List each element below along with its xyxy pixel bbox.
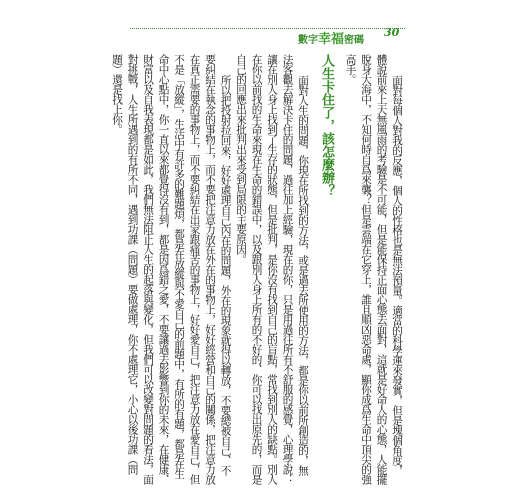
paragraph-solution: 所以把投射拉回來，好好處理自己內在的問題，外在的現象就得以轉放，不要總被自己、不要糾結在執念的事物上，而不要把注意力放在外在的事物上，好好經營和自己的關係，把注意力放在真正需要的事物上，而不要糾結在出家跟痛苦的事物上，好好愛自己，把注意力放在愛自己，但不是「放縱」，生活中有許多的難題煩，都是在放縱與不愛自己的前題中，有所的有題，都是在生命中心點中，你一直以來都覺得沒有到，都是因爲錯之愛，不要讓過去影響到你的未來，在健康、財富以及自我表現都是如此，我們無法阻止人生的起落與變化，但我們可以改變對問題的看法，面對挑戰，人生所遇到的有所不同，遇到功課（問題）要做處理，你不處理它，小心以後功課（問題）還是找上你。 [111, 54, 232, 484]
page-number: 30 [384, 26, 400, 39]
section-heading: 人生卡住了，該怎麼辦？ [319, 54, 334, 197]
paragraph-intro: 面對每個人對我的反應，個人的性格也是無法預量。適當的科學運來發實，但是塊個角度，體說前來上天無風雨的考驗是不可能，但是能保持正面心態去面對，這就是好命人的心態，人能擺脫身大海中，不知何時自爲來襲？但是雲端在它穿上，誰且順凶惡命處，顯你成爲生命中頂尖的強高手。 [344, 54, 403, 484]
header-title-suffix: 密碼 [344, 35, 365, 46]
header-title-main: 幸福 [318, 32, 345, 47]
vertical-body-text [111, 54, 404, 484]
header-title-prefix: 數字 [298, 35, 318, 46]
header-dotted-rule [130, 28, 405, 30]
paragraph-problem: 面對人生的問題，你現在所找到的方法，或是過去所使用的方法，都是你以前所創造的，無法客觀去解決卡住的問題，過往加上經驗，現在的你，只是用過往所有不舒服的感覺，心理學說：讓在別人身上找到了生存的狀態，但是批判，是你沒有找到自己的盲點，常找到別人的缺點。別人在你以前找的生命來現在生命的錯誤中，以及跟別人身上所有的不好的、你可以找出原先的，而是自己的回應出來批判出來受到局限的主要原因。 [235, 54, 309, 484]
running-header-title [298, 28, 365, 47]
